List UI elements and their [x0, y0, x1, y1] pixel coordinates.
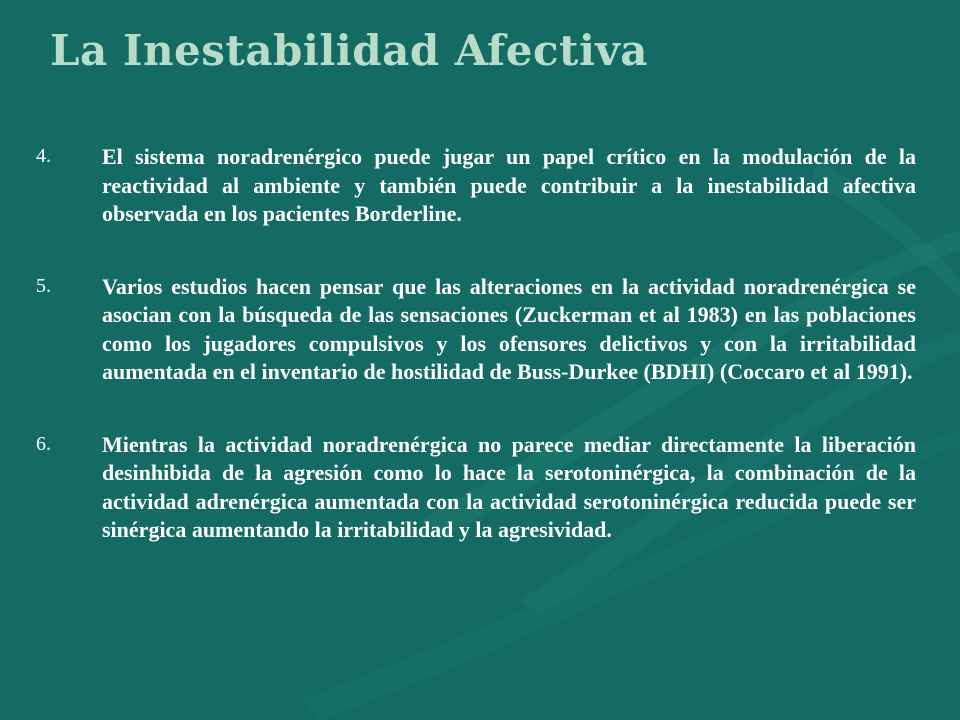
list-item-6 — [36, 431, 916, 545]
slide-title: La Inestabilidad Afectiva — [50, 26, 649, 75]
list-item-number: 5. — [36, 274, 51, 297]
list-item-5 — [36, 273, 916, 387]
list-item-text: El sistema noradrenérgico puede jugar un papel crítico en la modulación de la reactividad al ambiente y también puede contribuir a la inestabilidad afectiva observada en los pacientes Borderline. — [102, 144, 916, 226]
list-item-4 — [36, 143, 916, 229]
list-item-text: Varios estudios hacen pensar que las alteraciones en la actividad noradrenérgica se asocian con la búsqueda de las sensaciones (Zuckerman et al 1983) en las poblaciones como los jugadores compulsivos y los ofensores delictivos y con la irritabilidad aumentada en el inventario de hostilidad de Buss-Durkee (BDHI) (Coccaro et al 1991). — [102, 273, 916, 384]
list-item-text: Mientras la actividad noradrenérgica no parece mediar directamente la liberación desinhibida de la agresión como lo hace la serotoninérgica, la combinación de la actividad adrenérgica aumentada con la actividad serotoninérgica reducida puede ser sinérgica aumentando la irritabilidad y la agresividad. — [102, 431, 916, 542]
list-item-number: 6. — [36, 432, 51, 455]
list-item-number: 4. — [36, 145, 51, 167]
numbered-list — [36, 143, 916, 589]
